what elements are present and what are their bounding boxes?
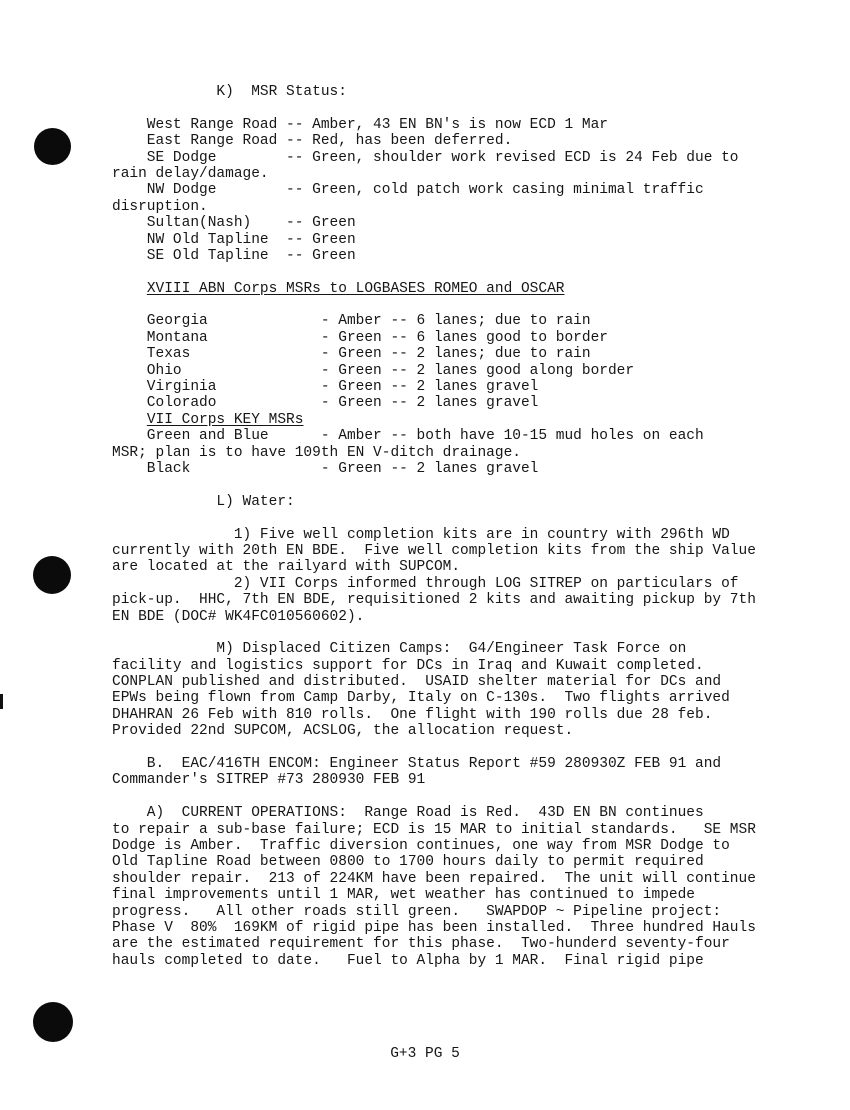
document-line: NW Old Tapline -- Green <box>112 231 356 248</box>
document-body <box>112 84 756 969</box>
document-line: M) Displaced Citizen Camps: G4/Engineer Task Force on <box>112 641 687 658</box>
document-line: final improvements until 1 MAR, wet weather has continued to impede <box>112 887 695 904</box>
document-line: SE Old Tapline -- Green <box>112 247 356 264</box>
document-line: Texas - Green -- 2 lanes; due to rain <box>112 346 591 363</box>
hole-punch-bottom <box>33 1002 73 1042</box>
document-line: rain delay/damage. <box>112 165 269 182</box>
document-line <box>112 477 756 493</box>
section-heading-line <box>112 281 756 297</box>
document-line: 1) Five well completion kits are in country with 296th WD <box>112 526 730 543</box>
document-line: facility and logistics support for DCs in Iraq and Kuwait completed. <box>112 657 704 674</box>
document-line: SE Dodge -- Green, shoulder work revised ECD is 24 Feb due to <box>112 149 739 166</box>
document-line: Virginia - Green -- 2 lanes gravel <box>112 379 539 396</box>
document-line: hauls completed to date. Fuel to Alpha by 1 MAR. Final rigid pipe <box>112 952 704 969</box>
document-line: Green and Blue - Amber -- both have 10-15 mud holes on each <box>112 428 704 445</box>
document-line: disruption. <box>112 198 208 215</box>
document-line: B. EAC/416TH ENCOM: Engineer Status Report #59 280930Z FEB 91 and <box>112 756 722 773</box>
document-line: Georgia - Amber -- 6 lanes; due to rain <box>112 313 591 330</box>
document-line: DHAHRAN 26 Feb with 810 rolls. One flight with 190 rolls due 28 feb. <box>112 706 713 723</box>
document-line: A) CURRENT OPERATIONS: Range Road is Red. 43D EN BN continues <box>112 805 704 822</box>
hole-punch-top <box>34 128 71 165</box>
document-line: to repair a sub-base failure; ECD is 15 MAR to initial standards. SE MSR <box>112 821 756 838</box>
document-line: shoulder repair. 213 of 224KM have been repaired. The unit will continue <box>112 870 756 887</box>
document-line <box>112 625 756 641</box>
document-line <box>112 297 756 313</box>
document-line: West Range Road -- Amber, 43 EN BN's is now ECD 1 Mar <box>112 116 608 133</box>
document-line: progress. All other roads still green. SWAPDOP ~ Pipeline project: <box>112 903 722 920</box>
document-line: Black - Green -- 2 lanes gravel <box>112 460 539 477</box>
hole-punch-middle <box>33 556 71 594</box>
document-line: pick-up. HHC, 7th EN BDE, requisitioned 2 kits and awaiting pickup by 7th <box>112 592 756 609</box>
document-line: Colorado - Green -- 2 lanes gravel <box>112 395 539 412</box>
document-line <box>112 264 756 280</box>
page-footer: G+3 PG 5 <box>390 1046 460 1062</box>
scan-artifact <box>0 694 3 709</box>
document-line: L) Water: <box>112 493 295 510</box>
document-line: Phase V 80% 169KM of rigid pipe has been installed. Three hundred Hauls <box>112 919 756 936</box>
document-line: EN BDE (DOC# WK4FC010560602). <box>112 608 365 625</box>
document-line: CONPLAN published and distributed. USAID shelter material for DCs and <box>112 674 722 691</box>
document-line: Commander's SITREP #73 280930 FEB 91 <box>112 772 426 789</box>
document-line: EPWs being flown from Camp Darby, Italy on C-130s. Two flights arrived <box>112 690 730 707</box>
document-line <box>112 100 756 116</box>
document-line: are the estimated requirement for this phase. Two-hunderd seventy-four <box>112 936 730 953</box>
document-line: are located at the railyard with SUPCOM. <box>112 559 461 576</box>
document-line: East Range Road -- Red, has been deferred. <box>112 133 513 150</box>
document-line: currently with 20th EN BDE. Five well completion kits from the ship Value <box>112 542 756 559</box>
document-line: NW Dodge -- Green, cold patch work casing minimal traffic <box>112 182 704 199</box>
document-line: Dodge is Amber. Traffic diversion continues, one way from MSR Dodge to <box>112 837 730 854</box>
document-line <box>112 510 756 526</box>
document-line: K) MSR Status: <box>112 84 347 100</box>
document-line: Sultan(Nash) -- Green <box>112 215 356 232</box>
document-line: Provided 22nd SUPCOM, ACSLOG, the allocation request. <box>112 723 574 740</box>
document-line <box>112 740 756 756</box>
document-line: MSR; plan is to have 109th EN V-ditch drainage. <box>112 444 521 461</box>
document-line: Old Tapline Road between 0800 to 1700 hours daily to permit required <box>112 854 704 871</box>
underlined-heading-text: VII Corps KEY MSRs <box>146 411 304 428</box>
document-line <box>112 789 756 805</box>
document-line: 2) VII Corps informed through LOG SITREP on particulars of <box>112 575 739 592</box>
section-heading-line <box>112 412 756 428</box>
underlined-heading-text: XVIII ABN Corps MSRs to LOGBASES ROMEO and OSCAR <box>146 280 565 297</box>
document-line: Montana - Green -- 6 lanes good to border <box>112 329 608 346</box>
document-line: Ohio - Green -- 2 lanes good along border <box>112 362 635 379</box>
